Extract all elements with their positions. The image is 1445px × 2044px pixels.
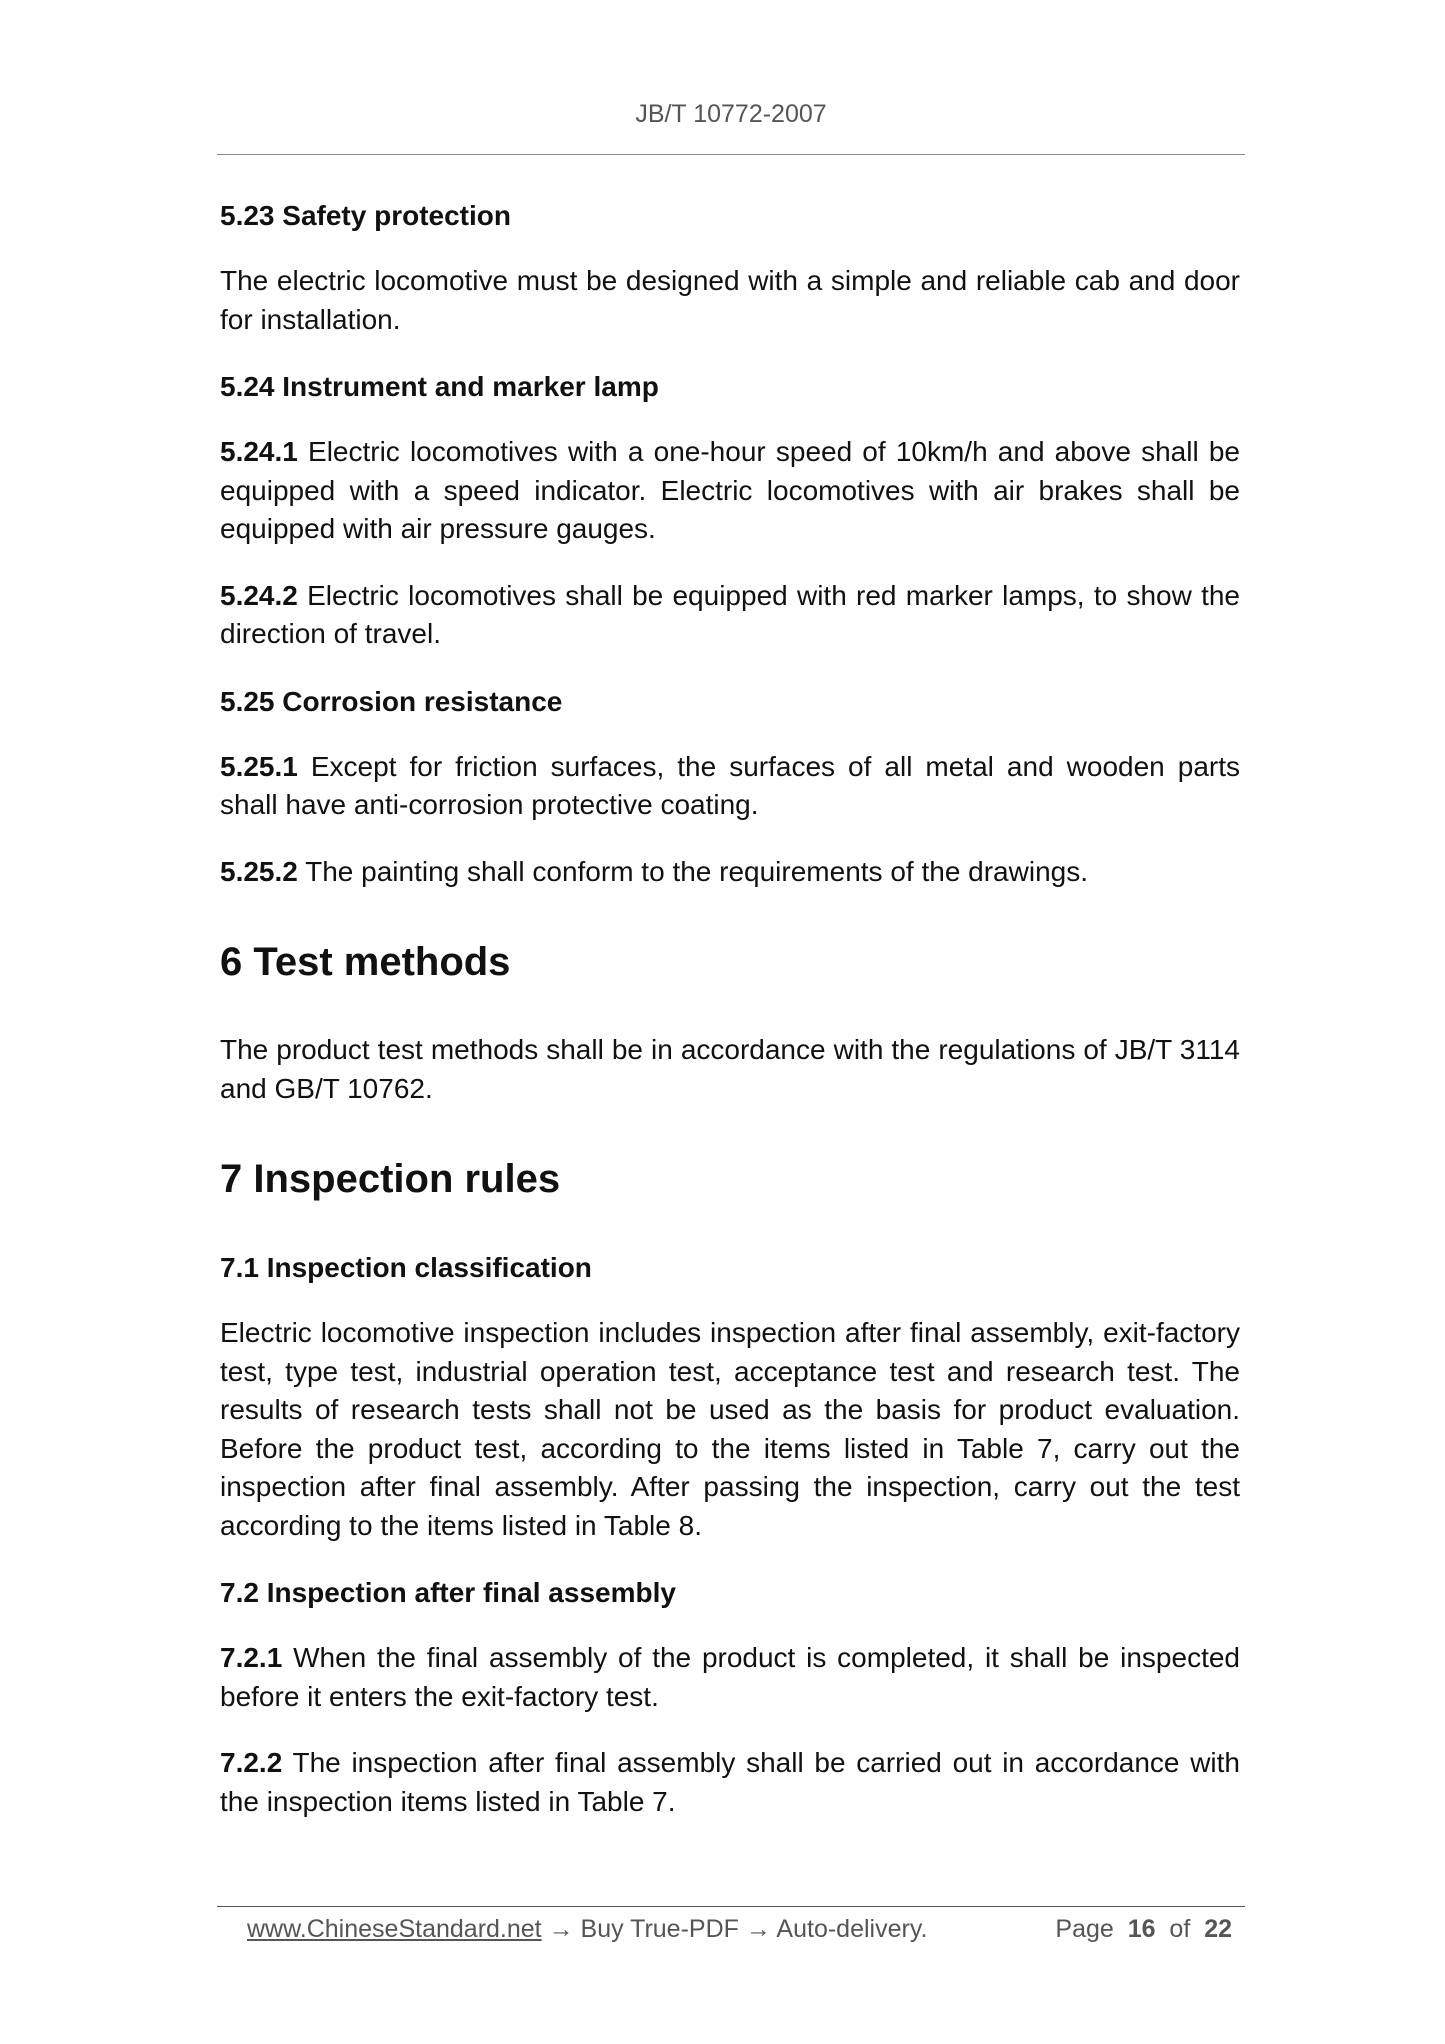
clause-7-2-1: [220, 1639, 1240, 1716]
section-7-2-title: 7.2 Inspection after final assembly: [220, 1577, 676, 1608]
clause-5-25-2: [220, 853, 1240, 892]
document-id-header: JB/T 10772-2007: [635, 100, 827, 128]
clause-text: Electric locomotives shall be equipped with red marker lamps, to show the direction of travel.: [220, 579, 1240, 649]
current-page-number: 16: [1127, 1915, 1156, 1943]
section-5-25-title: 5.25 Corrosion resistance: [220, 685, 563, 717]
section-7-1-title: 7.1 Inspection classification: [220, 1252, 592, 1283]
section-6-body: The product test methods shall be in accordance with the regulations of JB/T 3114 and GB/T 10762.: [220, 1034, 1240, 1104]
clause-5-24-2: [220, 577, 1240, 654]
clause-text: Electric locomotives with a one-hour speed of 10km/h and above shall be equipped with a speed indicator. Electric locomotives with air brakes shall be equipped with air pressure gauges.: [220, 436, 1240, 544]
clause-number: 7.2.1: [220, 1642, 283, 1673]
clause-7-2-2: [220, 1744, 1240, 1821]
buy-pdf-text: Buy True-PDF: [580, 1915, 739, 1943]
total-pages-number: 22: [1204, 1915, 1232, 1943]
footer-divider: [217, 1906, 1245, 1907]
section-5-23-body: The electric locomotive must be designed with a simple and reliable cab and door for installation.: [220, 265, 1240, 335]
arrow-icon: →: [541, 1915, 581, 1943]
clause-number: 5.24.2: [220, 579, 298, 611]
clause-text: When the final assembly of the product is completed, it shall be inspected before it enters the exit-factory test.: [220, 1642, 1240, 1712]
clause-text: The painting shall conform to the requirements of the drawings.: [297, 855, 1088, 887]
clause-text: Except for friction surfaces, the surfaces of all metal and wooden parts shall have anti-corrosion protective coating.: [220, 750, 1240, 820]
clause-text: The inspection after final assembly shall be carried out in accordance with the inspection items listed in Table 7.: [220, 1747, 1240, 1817]
arrow-icon: →: [738, 1915, 777, 1943]
clause-number: 5.25.1: [220, 750, 298, 782]
page-label: Page: [1055, 1915, 1114, 1943]
section-7-1-body: Electric locomotive inspection includes inspection after final assembly, exit-factory test, type test, industrial operation test, acceptance test and research test. The results of research tests shall not be used as the basis for product evaluation. Before the product test, according to the items listed in Table 7, carry out the inspection after final assembly. After passing the inspection, carry out the test according to the items listed in Table 8.: [220, 1317, 1240, 1541]
clause-5-25-1: [220, 748, 1240, 825]
page-footer: [247, 1912, 1237, 1946]
clause-number: 5.25.2: [220, 855, 298, 887]
clause-number: 7.2.2: [220, 1747, 283, 1778]
clause-5-24-1: [220, 433, 1240, 549]
page-content: [220, 196, 1240, 1849]
header-divider: [217, 154, 1245, 155]
section-5-24-title: 5.24 Instrument and marker lamp: [220, 371, 659, 402]
of-label: of: [1169, 1915, 1191, 1943]
website-link[interactable]: www.ChineseStandard.net: [247, 1915, 542, 1943]
section-7-title: 7 Inspection rules: [220, 1157, 561, 1201]
section-6-title: 6 Test methods: [220, 940, 511, 984]
auto-delivery-text: Auto-delivery.: [776, 1915, 928, 1943]
section-5-23-title: 5.23 Safety protection: [220, 200, 511, 231]
clause-number: 5.24.1: [220, 436, 298, 467]
page-indicator: [1055, 1912, 1232, 1946]
